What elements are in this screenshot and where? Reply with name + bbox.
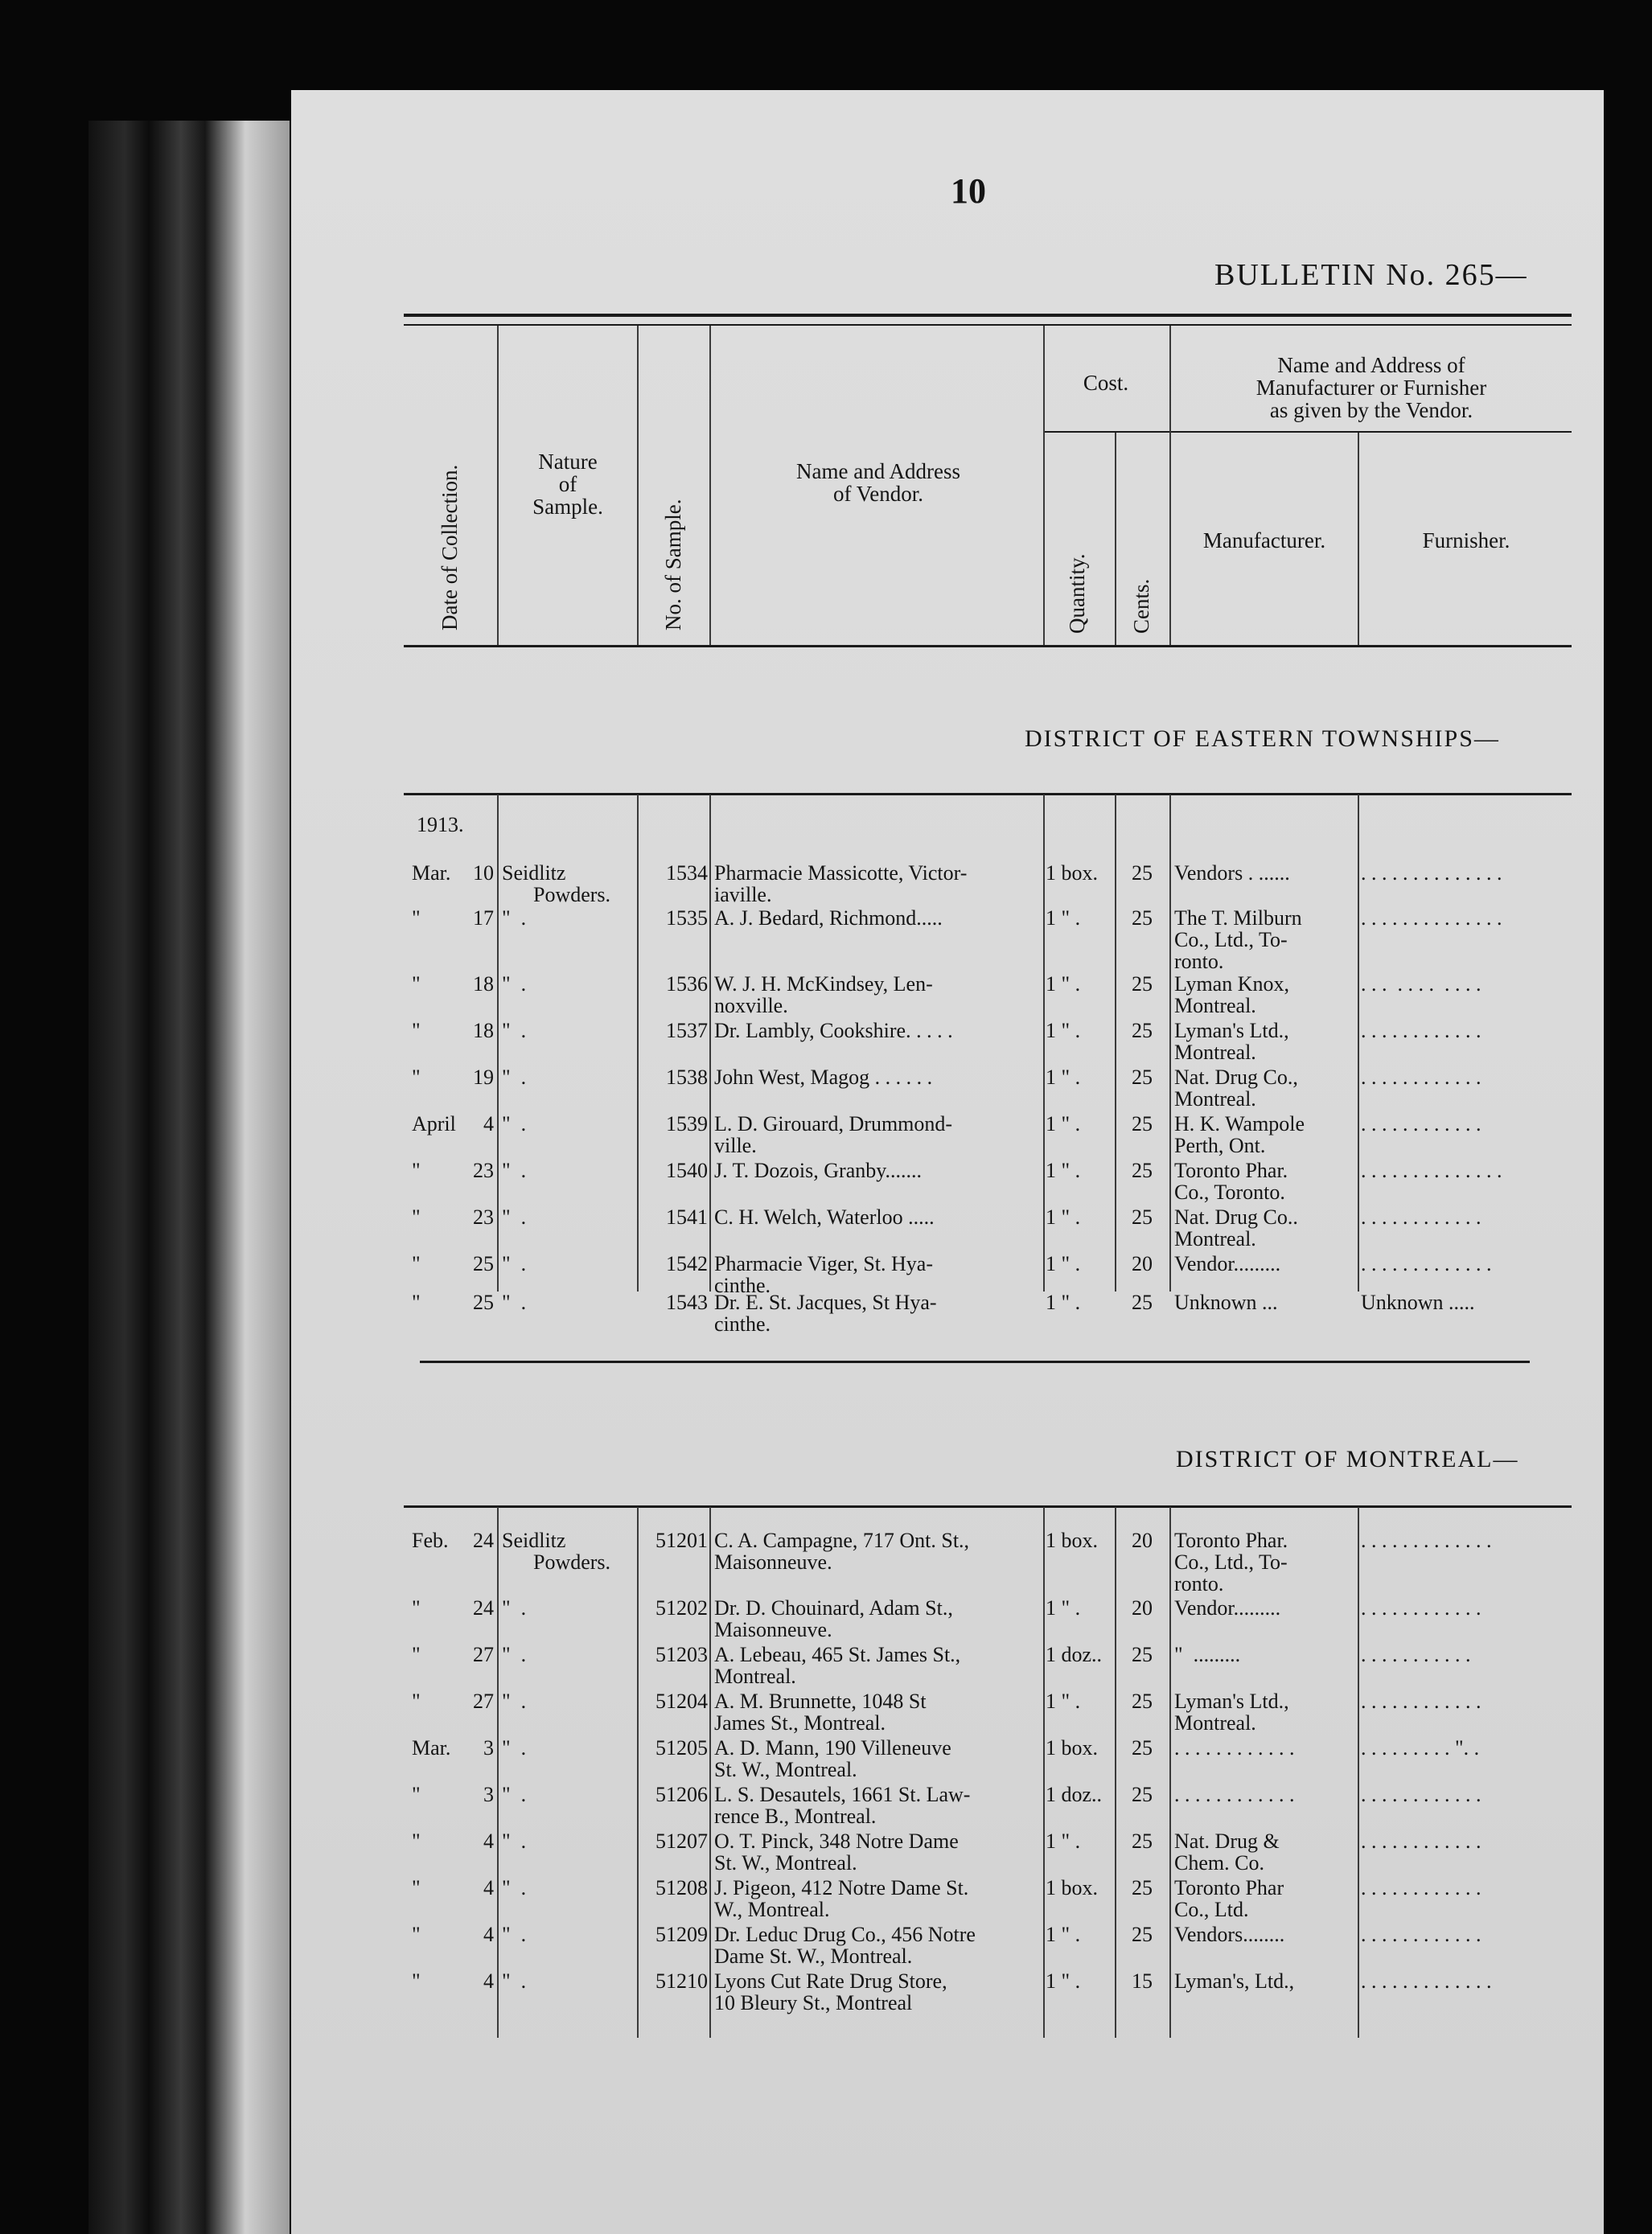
row-month: " xyxy=(412,1291,421,1314)
row-manufacturer: Lyman's, Ltd., xyxy=(1174,1969,1295,1993)
row-sample-number: 51202 xyxy=(655,1596,708,1620)
row-day: 10 xyxy=(473,861,494,885)
row-cents: 15 xyxy=(1132,1969,1153,1993)
header-furnisher: Furnisher. xyxy=(1422,528,1510,552)
row-cents: 20 xyxy=(1132,1252,1153,1275)
header-manufacturer: Manufacturer. xyxy=(1202,528,1326,552)
cost-subrule xyxy=(1043,431,1572,433)
row-quantity: 1 " . xyxy=(1046,1291,1081,1314)
row-manufacturer: Toronto Phar Co., Ltd. xyxy=(1174,1876,1284,1921)
row-quantity: 1 " . xyxy=(1046,1923,1081,1946)
row-manufacturer: Toronto Phar. Co., Ltd., To- ronto. xyxy=(1174,1529,1288,1595)
row-quantity: 1 " . xyxy=(1046,1205,1081,1229)
row-sample-number: 51201 xyxy=(655,1529,708,1552)
row-vendor: L. D. Girouard, Drummond- ville. xyxy=(714,1112,953,1157)
row-cents: 25 xyxy=(1132,1923,1153,1946)
header-top-rule-thin xyxy=(404,324,1572,326)
row-furnisher: . . . . . . . . . . . . xyxy=(1361,1783,1481,1806)
row-quantity: 1 doz.. xyxy=(1046,1783,1103,1806)
row-sample-number: 1536 xyxy=(666,972,708,996)
row-vendor: Dr. Leduc Drug Co., 456 Notre Dame St. W., Montreal. xyxy=(714,1923,976,1968)
row-nature: " . xyxy=(502,1159,527,1182)
section-2-top-rule xyxy=(404,1505,1572,1508)
row-vendor: John West, Magog . . . . . . xyxy=(714,1066,933,1089)
section-title-eastern-townships: DISTRICT OF EASTERN TOWNSHIPS— xyxy=(1025,725,1500,752)
row-sample-number: 1543 xyxy=(666,1291,708,1314)
row-month: " xyxy=(412,1252,421,1275)
row-nature: " . xyxy=(502,1736,527,1760)
row-manufacturer: . . . . . . . . . . . . xyxy=(1174,1783,1295,1806)
row-sample-number: 1540 xyxy=(666,1159,708,1182)
row-day: 4 xyxy=(483,1829,494,1853)
row-quantity: 1 " . xyxy=(1046,1112,1081,1135)
row-cents: 25 xyxy=(1132,1291,1153,1314)
row-manufacturer: Nat. Drug & Chem. Co. xyxy=(1174,1829,1280,1875)
row-cents: 25 xyxy=(1132,1205,1153,1229)
row-furnisher: . . . . . . . . . . . xyxy=(1361,1643,1471,1666)
row-nature: " . xyxy=(502,906,527,930)
row-cents: 25 xyxy=(1132,1783,1153,1806)
header-cost: Cost. xyxy=(1083,371,1129,395)
row-furnisher: . . . . . . . . . . . . xyxy=(1361,1205,1481,1229)
row-day: 4 xyxy=(483,1112,494,1135)
row-vendor: A. J. Bedard, Richmond..... xyxy=(714,906,943,930)
row-furnisher: . . . . . . . . . . . . xyxy=(1361,1690,1481,1713)
s1-col-divider-6 xyxy=(1169,795,1171,1292)
header-col-divider-2 xyxy=(637,326,639,645)
row-month: Mar. xyxy=(412,1736,451,1760)
row-nature: " . xyxy=(502,1019,527,1042)
row-vendor: J. T. Dozois, Granby....... xyxy=(714,1159,923,1182)
row-vendor: L. S. Desautels, 1661 St. Law- rence B., Montreal. xyxy=(714,1783,971,1828)
row-cents: 25 xyxy=(1132,1829,1153,1853)
row-quantity: 1 " . xyxy=(1046,1159,1081,1182)
header-bottom-rule xyxy=(404,645,1572,647)
row-quantity: 1 " . xyxy=(1046,972,1081,996)
row-day: 3 xyxy=(483,1736,494,1760)
row-manufacturer: Vendor......... xyxy=(1174,1252,1281,1275)
s2-col-divider-6 xyxy=(1169,1507,1171,2038)
row-vendor: Dr. E. St. Jacques, St Hya- cinthe. xyxy=(714,1291,937,1336)
row-nature: " . xyxy=(502,1112,527,1135)
row-cents: 25 xyxy=(1132,1066,1153,1089)
row-day: 19 xyxy=(473,1066,494,1089)
row-furnisher: . . . . . . . . . . . . . xyxy=(1361,1252,1492,1275)
row-month: Mar. xyxy=(412,861,451,885)
row-sample-number: 1542 xyxy=(666,1252,708,1275)
row-day: 25 xyxy=(473,1291,494,1314)
row-cents: 20 xyxy=(1132,1596,1153,1620)
header-col-divider-6 xyxy=(1169,326,1171,645)
row-manufacturer: Nat. Drug Co.. Montreal. xyxy=(1174,1205,1298,1250)
row-vendor: A. Lebeau, 465 St. James St., Montreal. xyxy=(714,1643,961,1688)
row-quantity: 1 " . xyxy=(1046,1066,1081,1089)
row-manufacturer: Vendors . ...... xyxy=(1174,861,1290,885)
row-nature: " . xyxy=(502,1690,527,1713)
row-vendor: A. D. Mann, 190 Villeneuve St. W., Montreal. xyxy=(714,1736,951,1781)
row-day: 27 xyxy=(473,1690,494,1713)
row-cents: 25 xyxy=(1132,1643,1153,1666)
row-month: " xyxy=(412,1159,421,1182)
row-quantity: 1 " . xyxy=(1046,1252,1081,1275)
section-1-year: 1913. xyxy=(417,813,464,836)
row-quantity: 1 doz.. xyxy=(1046,1643,1103,1666)
s2-col-divider-1 xyxy=(497,1507,499,2038)
row-furnisher: . . . . . . . . . . . . xyxy=(1361,1112,1481,1135)
row-manufacturer: The T. Milburn Co., Ltd., To- ronto. xyxy=(1174,906,1302,973)
row-sample-number: 51207 xyxy=(655,1829,708,1853)
row-manufacturer: Lyman's Ltd., Montreal. xyxy=(1174,1690,1289,1735)
row-month: " xyxy=(412,1205,421,1229)
row-month: Feb. xyxy=(412,1529,449,1552)
row-furnisher: . . . . . . . . . . . . xyxy=(1361,1019,1481,1042)
row-month: " xyxy=(412,906,421,930)
row-quantity: 1 " . xyxy=(1046,906,1081,930)
header-col-divider-1 xyxy=(497,326,499,645)
row-nature: " . xyxy=(502,972,527,996)
row-manufacturer: Lyman Knox, Montreal. xyxy=(1174,972,1289,1017)
row-cents: 25 xyxy=(1132,1159,1153,1182)
row-sample-number: 1534 xyxy=(666,861,708,885)
row-quantity: 1 box. xyxy=(1046,861,1098,885)
row-month: " xyxy=(412,1969,421,1993)
row-month: " xyxy=(412,1596,421,1620)
header-nature-of-sample: Nature of Sample. xyxy=(532,450,603,519)
row-day: 25 xyxy=(473,1252,494,1275)
row-vendor: W. J. H. McKindsey, Len- noxville. xyxy=(714,972,933,1017)
row-day: 3 xyxy=(483,1783,494,1806)
row-sample-number: 1535 xyxy=(666,906,708,930)
row-quantity: 1 box. xyxy=(1046,1529,1098,1552)
header-date-of-collection: Date of Collection. xyxy=(438,464,462,630)
row-vendor: Dr. D. Chouinard, Adam St., Maisonneuve. xyxy=(714,1596,953,1641)
s1-col-divider-3 xyxy=(709,795,711,1292)
header-top-rule xyxy=(404,314,1572,317)
row-day: 24 xyxy=(473,1596,494,1620)
row-vendor: A. M. Brunnette, 1048 St James St., Montreal. xyxy=(714,1690,927,1735)
row-cents: 25 xyxy=(1132,1690,1153,1713)
row-day: 23 xyxy=(473,1205,494,1229)
row-quantity: 1 box. xyxy=(1046,1876,1098,1899)
row-nature: " . xyxy=(502,1596,527,1620)
row-sample-number: 51206 xyxy=(655,1783,708,1806)
row-day: 4 xyxy=(483,1969,494,1993)
header-manufacturer-group: Name and Address of Manufacturer or Furnisher as given by the Vendor. xyxy=(1255,353,1487,422)
row-day: 24 xyxy=(473,1529,494,1552)
row-month: " xyxy=(412,1643,421,1666)
row-nature: Seidlitz Powders. xyxy=(502,1529,611,1574)
row-furnisher: . . . . . . . . . . . . xyxy=(1361,1876,1481,1899)
row-furnisher: . . . . . . . . . . . . . . xyxy=(1361,861,1502,885)
bulletin-title: BULLETIN No. 265— xyxy=(1214,258,1528,292)
book-binding-edge xyxy=(88,121,290,2234)
row-quantity: 1 " . xyxy=(1046,1596,1081,1620)
row-sample-number: 51204 xyxy=(655,1690,708,1713)
header-no-of-sample: No. of Sample. xyxy=(661,499,685,630)
row-month: " xyxy=(412,1066,421,1089)
row-quantity: 1 " . xyxy=(1046,1969,1081,1993)
row-day: 23 xyxy=(473,1159,494,1182)
row-month: April xyxy=(412,1112,456,1135)
header-col-divider-4 xyxy=(1043,326,1045,645)
row-vendor: O. T. Pinck, 348 Notre Dame St. W., Montreal. xyxy=(714,1829,959,1875)
header-col-divider-5 xyxy=(1115,433,1116,645)
row-sample-number: 1537 xyxy=(666,1019,708,1042)
row-sample-number: 51210 xyxy=(655,1969,708,1993)
row-day: 17 xyxy=(473,906,494,930)
row-nature: " . xyxy=(502,1643,527,1666)
row-sample-number: 1539 xyxy=(666,1112,708,1135)
row-sample-number: 51205 xyxy=(655,1736,708,1760)
s1-col-divider-4 xyxy=(1043,795,1045,1292)
row-nature: " . xyxy=(502,1969,527,1993)
row-month: " xyxy=(412,1019,421,1042)
row-quantity: 1 " . xyxy=(1046,1690,1081,1713)
row-furnisher: . . . . . . . . . . . . . . xyxy=(1361,1159,1502,1182)
row-nature: " . xyxy=(502,1252,527,1275)
row-month: " xyxy=(412,1876,421,1899)
row-furnisher: . . . . . . . . . . . . xyxy=(1361,1829,1481,1853)
row-month: " xyxy=(412,1829,421,1853)
row-vendor: C. H. Welch, Waterloo ..... xyxy=(714,1205,935,1229)
row-vendor: C. A. Campagne, 717 Ont. St., Maisonneuve. xyxy=(714,1529,970,1574)
row-vendor: Pharmacie Massicotte, Victor- iaville. xyxy=(714,861,968,906)
row-cents: 25 xyxy=(1132,1112,1153,1135)
row-vendor: J. Pigeon, 412 Notre Dame St. W., Montreal. xyxy=(714,1876,969,1921)
row-furnisher: . . . . . . . . . . . xyxy=(1361,972,1481,996)
row-day: 4 xyxy=(483,1923,494,1946)
row-cents: 25 xyxy=(1132,1736,1153,1760)
row-sample-number: 51208 xyxy=(655,1876,708,1899)
header-col-divider-7 xyxy=(1358,433,1359,645)
row-manufacturer: " ......... xyxy=(1174,1643,1241,1666)
row-nature: " . xyxy=(502,1291,527,1314)
row-sample-number: 1538 xyxy=(666,1066,708,1089)
row-day: 27 xyxy=(473,1643,494,1666)
row-day: 18 xyxy=(473,972,494,996)
row-manufacturer: Toronto Phar. Co., Toronto. xyxy=(1174,1159,1288,1204)
row-nature: " . xyxy=(502,1205,527,1229)
row-cents: 25 xyxy=(1132,1876,1153,1899)
s2-col-divider-5 xyxy=(1115,1507,1116,2038)
header-col-divider-3 xyxy=(709,326,711,645)
row-furnisher: . . . . . . . . . . . . . xyxy=(1361,1969,1492,1993)
row-vendor: Pharmacie Viger, St. Hya- cinthe. xyxy=(714,1252,934,1297)
row-furnisher: . . . . . . . . . . . . . xyxy=(1361,1529,1492,1552)
section-title-montreal: DISTRICT OF MONTREAL— xyxy=(1176,1446,1519,1472)
row-sample-number: 51203 xyxy=(655,1643,708,1666)
row-quantity: 1 box. xyxy=(1046,1736,1098,1760)
row-nature: " . xyxy=(502,1923,527,1946)
row-sample-number: 51209 xyxy=(655,1923,708,1946)
row-vendor: Lyons Cut Rate Drug Store, 10 Bleury St., Montreal xyxy=(714,1969,947,2014)
row-cents: 25 xyxy=(1132,972,1153,996)
page-number: 10 xyxy=(951,171,986,211)
row-furnisher: . . . . . . . . . . . . xyxy=(1361,1066,1481,1089)
row-cents: 25 xyxy=(1132,906,1153,930)
row-manufacturer: Vendor......... xyxy=(1174,1596,1281,1620)
row-manufacturer: Nat. Drug Co., Montreal. xyxy=(1174,1066,1298,1111)
row-furnisher: . . . . . . . . . . . . xyxy=(1361,1596,1481,1620)
row-furnisher: . . . . . . . . . . . . xyxy=(1361,1923,1481,1946)
row-day: 4 xyxy=(483,1876,494,1899)
row-nature: " . xyxy=(502,1829,527,1853)
s2-col-divider-7 xyxy=(1358,1507,1359,2038)
row-nature: " . xyxy=(502,1876,527,1899)
row-manufacturer: . . . . . . . . . . . . xyxy=(1174,1736,1295,1760)
row-nature: " . xyxy=(502,1783,527,1806)
header-vendor: Name and Address of Vendor. xyxy=(796,459,960,506)
s2-col-divider-2 xyxy=(637,1507,639,2038)
row-manufacturer: Lyman's Ltd., Montreal. xyxy=(1174,1019,1289,1064)
section-1-top-rule xyxy=(404,793,1572,795)
row-cents: 25 xyxy=(1132,1019,1153,1042)
row-cents: 25 xyxy=(1132,861,1153,885)
section-1-bottom-rule xyxy=(420,1361,1530,1363)
row-furnisher: . . . . . . . . . ". . xyxy=(1361,1736,1480,1760)
row-month: " xyxy=(412,1923,421,1946)
row-nature: Seidlitz Powders. xyxy=(502,861,611,906)
document-page xyxy=(291,90,1604,2234)
s2-col-divider-3 xyxy=(709,1507,711,2038)
row-furnisher: Unknown ..... xyxy=(1361,1291,1475,1314)
header-cents: Cents. xyxy=(1129,578,1153,634)
row-manufacturer: H. K. Wampole Perth, Ont. xyxy=(1174,1112,1305,1157)
row-quantity: 1 " . xyxy=(1046,1829,1081,1853)
row-manufacturer: Unknown ... xyxy=(1174,1291,1278,1314)
row-day: 18 xyxy=(473,1019,494,1042)
row-manufacturer: Vendors........ xyxy=(1174,1923,1285,1946)
s2-col-divider-4 xyxy=(1043,1507,1045,2038)
header-quantity: Quantity. xyxy=(1065,553,1089,634)
s1-col-divider-1 xyxy=(497,795,499,1292)
row-month: " xyxy=(412,972,421,996)
row-month: " xyxy=(412,1783,421,1806)
row-cents: 20 xyxy=(1132,1529,1153,1552)
row-vendor: Dr. Lambly, Cookshire. . . . . xyxy=(714,1019,953,1042)
row-nature: " . xyxy=(502,1066,527,1089)
row-quantity: 1 " . xyxy=(1046,1019,1081,1042)
row-month: " xyxy=(412,1690,421,1713)
row-sample-number: 1541 xyxy=(666,1205,708,1229)
row-furnisher: . . . . . . . . . . . . . . xyxy=(1361,906,1502,930)
s1-col-divider-7 xyxy=(1358,795,1359,1292)
